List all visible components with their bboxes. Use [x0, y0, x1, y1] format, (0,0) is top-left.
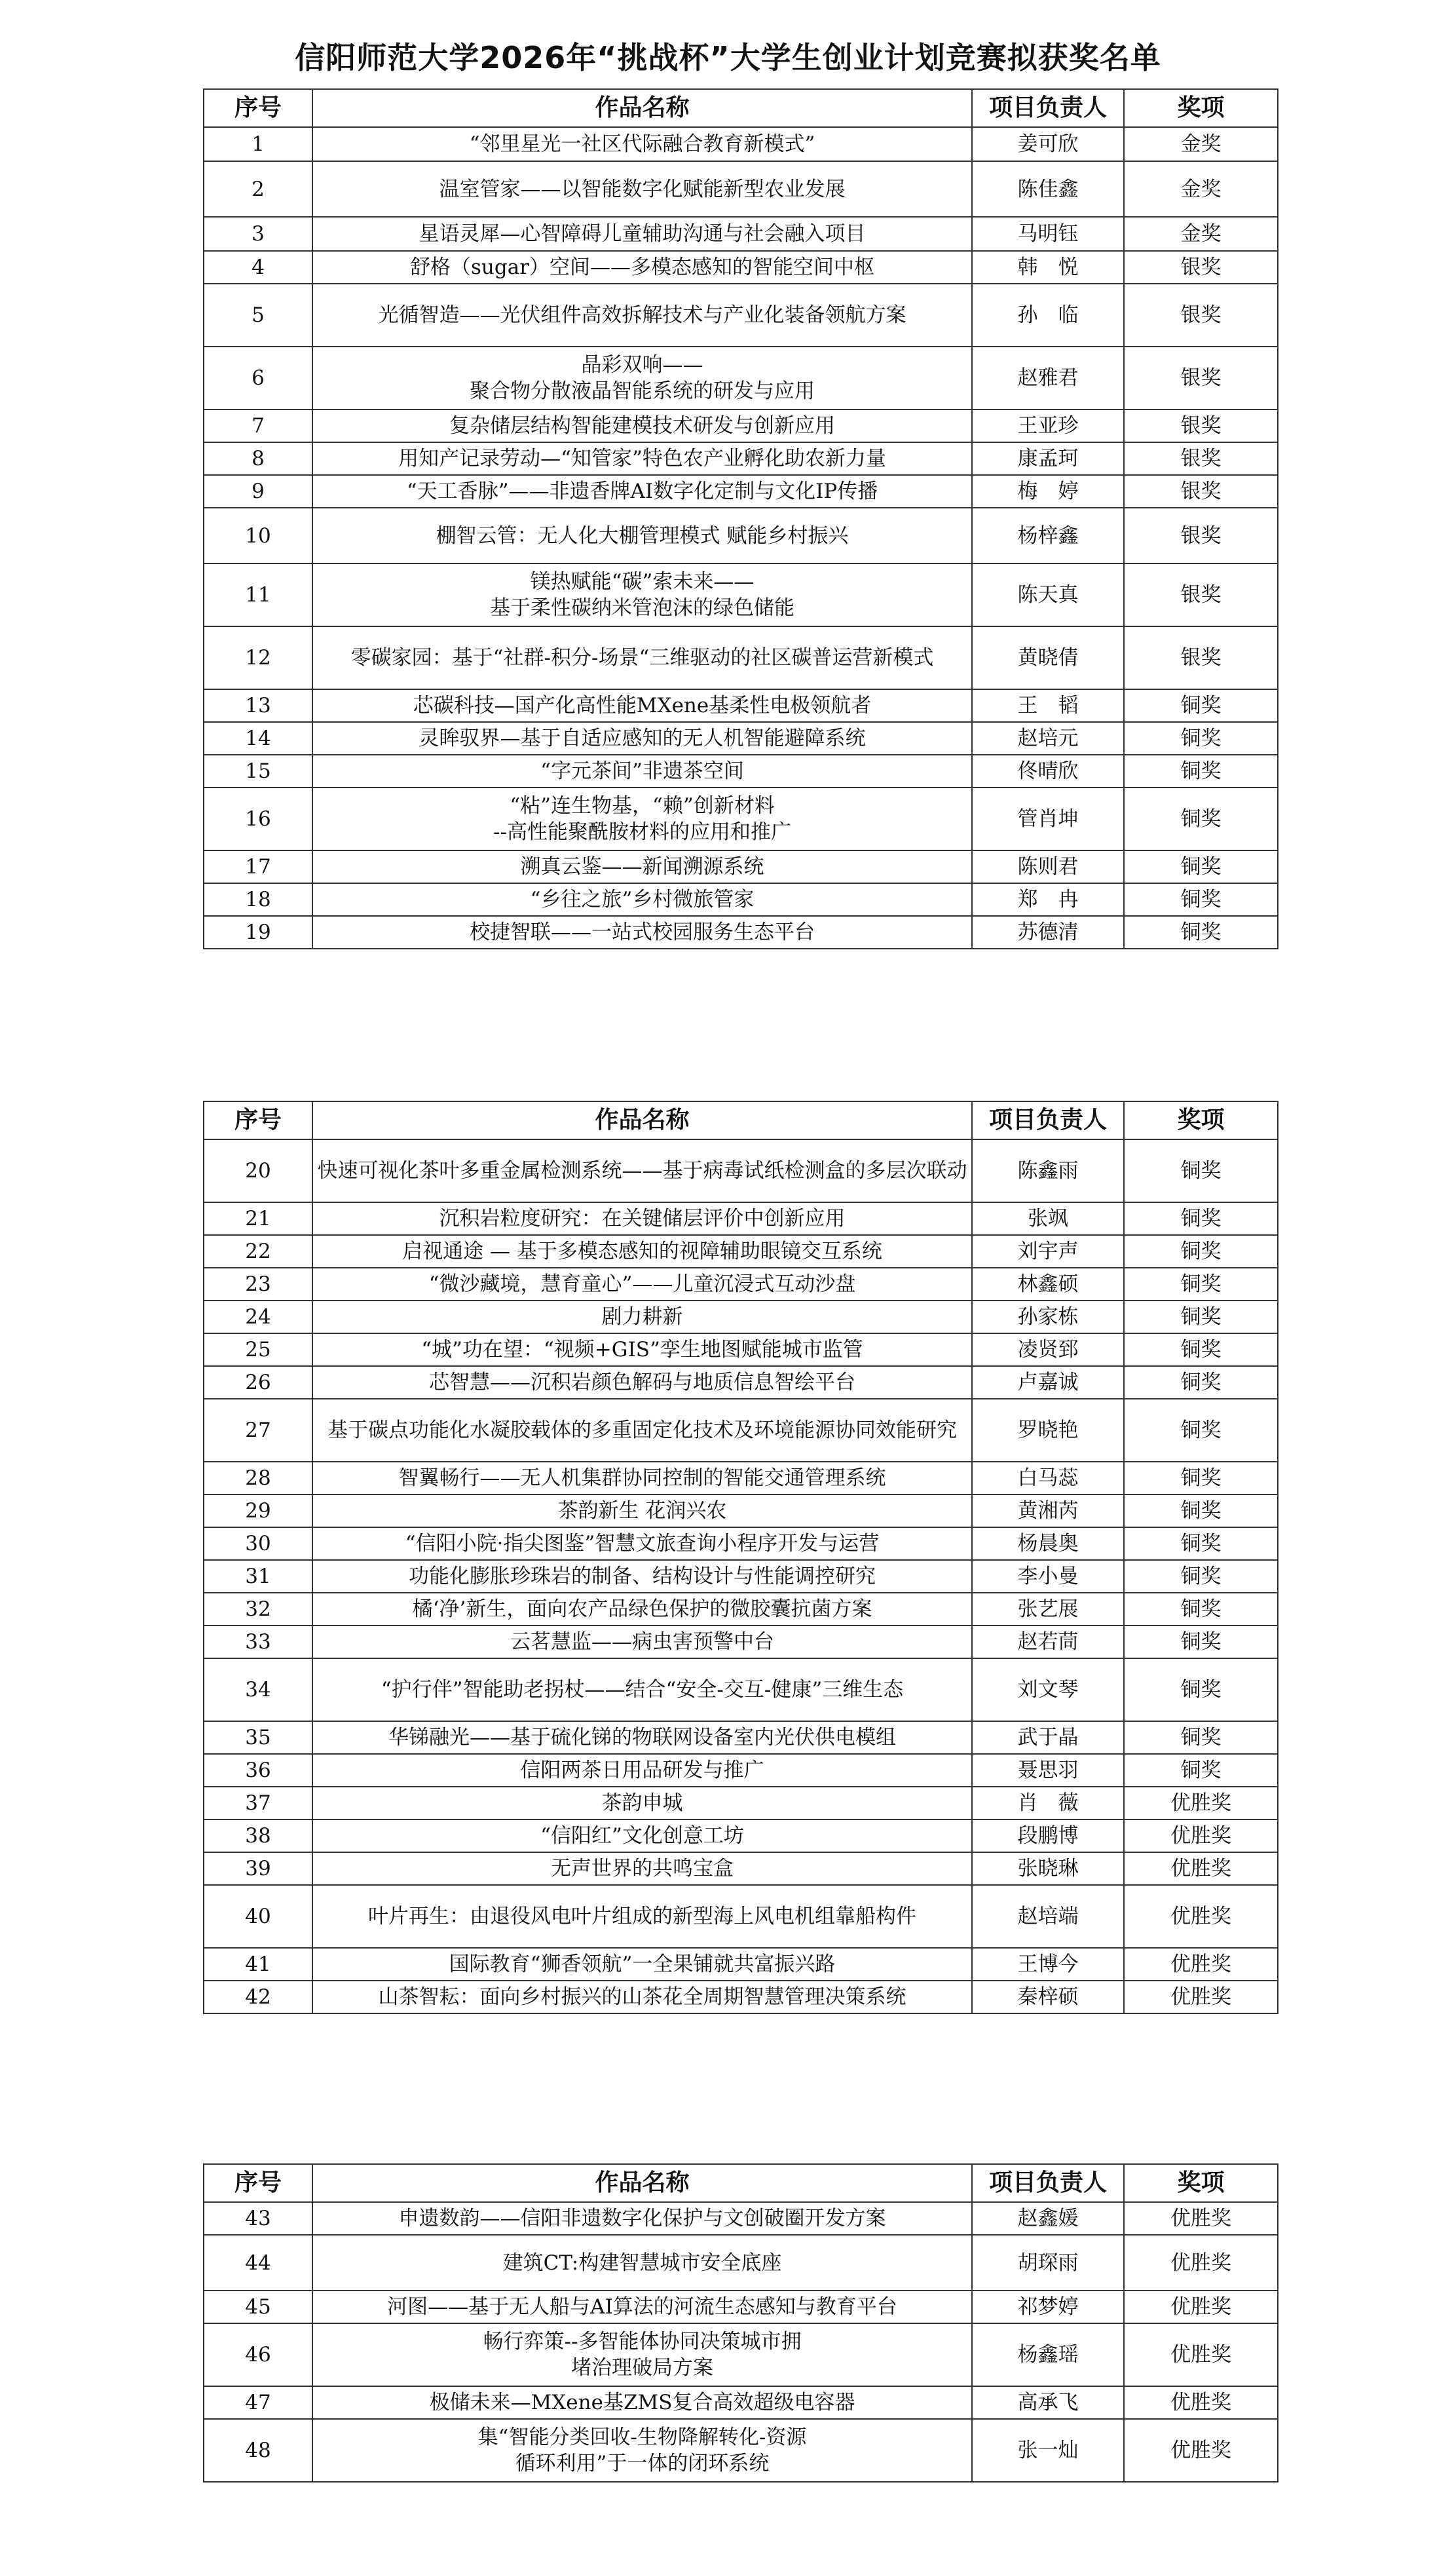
header-leader: 项目负责人 [972, 2164, 1124, 2202]
cell-no: 15 [204, 755, 312, 788]
cell-award: 银奖 [1124, 284, 1278, 347]
cell-no: 32 [204, 1593, 312, 1626]
cell-no: 48 [204, 2419, 312, 2482]
cell-leader: 王博今 [972, 1948, 1124, 1981]
cell-no: 34 [204, 1658, 312, 1721]
cell-award: 铜奖 [1124, 1494, 1278, 1527]
cell-no: 26 [204, 1366, 312, 1399]
cell-name: 星语灵犀—心智障碍儿童辅助沟通与社会融入项目 [312, 217, 972, 251]
cell-award: 银奖 [1124, 409, 1278, 442]
cell-name: 茶韵申城 [312, 1787, 972, 1819]
cell-leader: 秦梓硕 [972, 1981, 1124, 2013]
cell-award: 铜奖 [1124, 1202, 1278, 1235]
header-award: 奖项 [1124, 89, 1278, 127]
cell-name: 基于碳点功能化水凝胶载体的多重固定化技术及环境能源协同效能研究 [312, 1399, 972, 1462]
cell-leader: 赵雅君 [972, 347, 1124, 409]
table-row [204, 2386, 1278, 2419]
cell-award: 铜奖 [1124, 1560, 1278, 1593]
table-row [204, 1981, 1278, 2013]
cell-leader: 陈鑫雨 [972, 1139, 1124, 1202]
award-table-3 [203, 2163, 1279, 2483]
cell-no: 29 [204, 1494, 312, 1527]
header-name: 作品名称 [312, 2164, 972, 2202]
table-row [204, 1787, 1278, 1819]
cell-no: 6 [204, 347, 312, 409]
cell-no: 21 [204, 1202, 312, 1235]
table-row [204, 1202, 1278, 1235]
cell-award: 铜奖 [1124, 1301, 1278, 1333]
cell-no: 42 [204, 1981, 312, 2013]
cell-leader: 陈佳鑫 [972, 161, 1124, 217]
cell-leader: 孙 临 [972, 284, 1124, 347]
cell-award: 铜奖 [1124, 1462, 1278, 1494]
table-row [204, 475, 1278, 508]
cell-name: 温室管家——以智能数字化赋能新型农业发展 [312, 161, 972, 217]
cell-name: “护行伴”智能助老拐杖——结合“安全-交互-健康”三维生态 [312, 1658, 972, 1721]
cell-name: 叶片再生：由退役风电叶片组成的新型海上风电机组靠船构件 [312, 1885, 972, 1948]
cell-award: 铜奖 [1124, 689, 1278, 722]
table-row [204, 2202, 1278, 2235]
cell-no: 17 [204, 850, 312, 883]
cell-no: 2 [204, 161, 312, 217]
cell-leader: 孙家栋 [972, 1301, 1124, 1333]
cell-name: “粘”连生物基，“赖”创新材料 --高性能聚酰胺材料的应用和推广 [312, 788, 972, 850]
cell-name: “字元茶间”非遗茶空间 [312, 755, 972, 788]
table-row [204, 1819, 1278, 1852]
table-row [204, 508, 1278, 563]
cell-award: 铜奖 [1124, 788, 1278, 850]
header-award: 奖项 [1124, 1101, 1278, 1139]
table-row [204, 563, 1278, 626]
cell-leader: 杨鑫瑶 [972, 2323, 1124, 2386]
header-no: 序号 [204, 2164, 312, 2202]
cell-award: 铜奖 [1124, 1658, 1278, 1721]
cell-leader: 王亚珍 [972, 409, 1124, 442]
cell-name: 智翼畅行——无人机集群协同控制的智能交通管理系统 [312, 1462, 972, 1494]
cell-name: 申遗数韵——信阳非遗数字化保护与文创破圈开发方案 [312, 2202, 972, 2235]
table-row [204, 1754, 1278, 1787]
cell-leader: 李小曼 [972, 1560, 1124, 1593]
cell-no: 13 [204, 689, 312, 722]
cell-leader: 高承飞 [972, 2386, 1124, 2419]
header-no: 序号 [204, 1101, 312, 1139]
table-row [204, 722, 1278, 755]
cell-award: 优胜奖 [1124, 1819, 1278, 1852]
table-row [204, 1462, 1278, 1494]
table-header [204, 1101, 1278, 1139]
cell-no: 23 [204, 1268, 312, 1301]
cell-leader: 康孟珂 [972, 442, 1124, 475]
cell-leader: 陈天真 [972, 563, 1124, 626]
cell-name: “信阳小院·指尖图鉴”智慧文旅查询小程序开发与运营 [312, 1527, 972, 1560]
cell-no: 30 [204, 1527, 312, 1560]
cell-no: 5 [204, 284, 312, 347]
table-row [204, 689, 1278, 722]
cell-no: 16 [204, 788, 312, 850]
award-table-1 [203, 88, 1279, 949]
cell-no: 9 [204, 475, 312, 508]
cell-leader: 肖 薇 [972, 1787, 1124, 1819]
table-row [204, 347, 1278, 409]
table-row [204, 284, 1278, 347]
cell-leader: 管肖坤 [972, 788, 1124, 850]
table-row [204, 1301, 1278, 1333]
cell-no: 10 [204, 508, 312, 563]
cell-name: 棚智云管：无人化大棚管理模式 赋能乡村振兴 [312, 508, 972, 563]
cell-leader: 赵培元 [972, 722, 1124, 755]
cell-leader: 凌贤郅 [972, 1333, 1124, 1366]
table-row [204, 1366, 1278, 1399]
cell-no: 24 [204, 1301, 312, 1333]
table-row [204, 409, 1278, 442]
cell-leader: 黄晓倩 [972, 626, 1124, 689]
cell-name: 镁热赋能“碳”索未来—— 基于柔性碳纳米管泡沫的绿色储能 [312, 563, 972, 626]
cell-leader: 张飒 [972, 1202, 1124, 1235]
cell-name: 山茶智耘：面向乡村振兴的山茶花全周期智慧管理决策系统 [312, 1981, 972, 2013]
cell-no: 43 [204, 2202, 312, 2235]
table-body [204, 2202, 1278, 2482]
header-leader: 项目负责人 [972, 89, 1124, 127]
cell-award: 银奖 [1124, 475, 1278, 508]
cell-no: 4 [204, 251, 312, 284]
cell-leader: 刘宇声 [972, 1235, 1124, 1268]
cell-leader: 梅 婷 [972, 475, 1124, 508]
cell-award: 铜奖 [1124, 1754, 1278, 1787]
table-row [204, 442, 1278, 475]
table-row [204, 1948, 1278, 1981]
cell-award: 优胜奖 [1124, 1852, 1278, 1885]
cell-award: 金奖 [1124, 127, 1278, 161]
table-row [204, 1494, 1278, 1527]
table-row [204, 2419, 1278, 2482]
cell-name: 芯碳科技—国产化高性能MXene基柔性电极领航者 [312, 689, 972, 722]
cell-leader: 郑 冉 [972, 883, 1124, 916]
cell-award: 铜奖 [1124, 883, 1278, 916]
table-row [204, 251, 1278, 284]
cell-no: 20 [204, 1139, 312, 1202]
cell-name: 芯智慧——沉积岩颜色解码与地质信息智绘平台 [312, 1366, 972, 1399]
cell-leader: 胡琛雨 [972, 2235, 1124, 2291]
cell-name: 畅行弈策--多智能体协同决策城市拥 堵治理破局方案 [312, 2323, 972, 2386]
cell-leader: 张晓琳 [972, 1852, 1124, 1885]
cell-name: “邻里星光一社区代际融合教育新模式” [312, 127, 972, 161]
table-row [204, 2235, 1278, 2291]
cell-no: 44 [204, 2235, 312, 2291]
cell-award: 铜奖 [1124, 1721, 1278, 1754]
cell-name: 国际教育“狮香领航”一全果铺就共富振兴路 [312, 1948, 972, 1981]
cell-award: 铜奖 [1124, 1593, 1278, 1626]
cell-no: 31 [204, 1560, 312, 1593]
cell-no: 27 [204, 1399, 312, 1462]
table-row [204, 916, 1278, 949]
cell-no: 14 [204, 722, 312, 755]
cell-no: 28 [204, 1462, 312, 1494]
table-row [204, 1139, 1278, 1202]
table-row [204, 1721, 1278, 1754]
table-row [204, 788, 1278, 850]
table-row [204, 1593, 1278, 1626]
cell-no: 37 [204, 1787, 312, 1819]
header-award: 奖项 [1124, 2164, 1278, 2202]
cell-leader: 杨梓鑫 [972, 508, 1124, 563]
cell-no: 33 [204, 1626, 312, 1658]
cell-no: 35 [204, 1721, 312, 1754]
header-name: 作品名称 [312, 1101, 972, 1139]
table-row [204, 1235, 1278, 1268]
cell-award: 铜奖 [1124, 1399, 1278, 1462]
cell-leader: 卢嘉诚 [972, 1366, 1124, 1399]
cell-award: 铜奖 [1124, 1235, 1278, 1268]
cell-no: 3 [204, 217, 312, 251]
cell-leader: 马明钰 [972, 217, 1124, 251]
cell-no: 22 [204, 1235, 312, 1268]
cell-no: 40 [204, 1885, 312, 1948]
cell-name: 功能化膨胀珍珠岩的制备、结构设计与性能调控研究 [312, 1560, 972, 1593]
cell-award: 优胜奖 [1124, 2291, 1278, 2323]
cell-no: 36 [204, 1754, 312, 1787]
cell-leader: 林鑫硕 [972, 1268, 1124, 1301]
cell-name: 复杂储层结构智能建模技术研发与创新应用 [312, 409, 972, 442]
cell-award: 铜奖 [1124, 1333, 1278, 1366]
table-body [204, 1139, 1278, 2013]
table-row [204, 217, 1278, 251]
cell-name: “城”功在望：“视频+GIS”孪生地图赋能城市监管 [312, 1333, 972, 1366]
cell-name: 橘‘净’新生，面向农产品绿色保护的微胶囊抗菌方案 [312, 1593, 972, 1626]
cell-award: 优胜奖 [1124, 2419, 1278, 2482]
header-leader: 项目负责人 [972, 1101, 1124, 1139]
table-row [204, 1560, 1278, 1593]
cell-no: 39 [204, 1852, 312, 1885]
cell-name: 集“智能分类回收-生物降解转化-资源 循环利用”于一体的闭环系统 [312, 2419, 972, 2482]
cell-leader: 张一灿 [972, 2419, 1124, 2482]
cell-no: 7 [204, 409, 312, 442]
cell-no: 25 [204, 1333, 312, 1366]
cell-name: “天工香脉”——非遗香牌AI数字化定制与文化IP传播 [312, 475, 972, 508]
cell-award: 铜奖 [1124, 755, 1278, 788]
cell-leader: 段鹏博 [972, 1819, 1124, 1852]
cell-leader: 黄湘芮 [972, 1494, 1124, 1527]
cell-leader: 王 韬 [972, 689, 1124, 722]
cell-name: “信阳红”文化创意工坊 [312, 1819, 972, 1852]
cell-leader: 陈则君 [972, 850, 1124, 883]
cell-leader: 苏德清 [972, 916, 1124, 949]
cell-name: 河图——基于无人船与AI算法的河流生态感知与教育平台 [312, 2291, 972, 2323]
cell-award: 铜奖 [1124, 1268, 1278, 1301]
cell-name: 信阳两茶日用品研发与推广 [312, 1754, 972, 1787]
cell-name: 云茗慧监——病虫害预警中台 [312, 1626, 972, 1658]
table-row [204, 1885, 1278, 1948]
cell-award: 优胜奖 [1124, 2202, 1278, 2235]
cell-award: 铜奖 [1124, 722, 1278, 755]
cell-name: 华锑融光——基于硫化锑的物联网设备室内光伏供电模组 [312, 1721, 972, 1754]
cell-award: 铜奖 [1124, 1626, 1278, 1658]
cell-name: 校捷智联——一站式校园服务生态平台 [312, 916, 972, 949]
award-table-2 [203, 1101, 1279, 2014]
table-row [204, 1626, 1278, 1658]
table-row [204, 626, 1278, 689]
cell-no: 18 [204, 883, 312, 916]
cell-award: 银奖 [1124, 626, 1278, 689]
cell-no: 38 [204, 1819, 312, 1852]
cell-award: 铜奖 [1124, 916, 1278, 949]
cell-no: 47 [204, 2386, 312, 2419]
table-header [204, 89, 1278, 127]
header-no: 序号 [204, 89, 312, 127]
cell-award: 银奖 [1124, 563, 1278, 626]
cell-leader: 韩 悦 [972, 251, 1124, 284]
cell-award: 铜奖 [1124, 1139, 1278, 1202]
table-body [204, 127, 1278, 949]
cell-award: 银奖 [1124, 251, 1278, 284]
cell-no: 41 [204, 1948, 312, 1981]
cell-name: 茶韵新生 花润兴农 [312, 1494, 972, 1527]
cell-leader: 白马蕊 [972, 1462, 1124, 1494]
table-row [204, 1399, 1278, 1462]
cell-name: 溯真云鉴——新闻溯源系统 [312, 850, 972, 883]
cell-name: 零碳家园：基于“社群-积分-场景“三维驱动的社区碳普运营新模式 [312, 626, 972, 689]
table-row [204, 1527, 1278, 1560]
cell-name: “乡往之旅”乡村微旅管家 [312, 883, 972, 916]
table-header [204, 2164, 1278, 2202]
cell-award: 铜奖 [1124, 850, 1278, 883]
cell-award: 优胜奖 [1124, 2323, 1278, 2386]
cell-no: 11 [204, 563, 312, 626]
cell-leader: 赵若茼 [972, 1626, 1124, 1658]
table-row [204, 1658, 1278, 1721]
cell-leader: 聂思羽 [972, 1754, 1124, 1787]
cell-award: 优胜奖 [1124, 1885, 1278, 1948]
cell-no: 46 [204, 2323, 312, 2386]
cell-leader: 赵鑫媛 [972, 2202, 1124, 2235]
header-name: 作品名称 [312, 89, 972, 127]
cell-name: 极储未来—MXene基ZMS复合高效超级电容器 [312, 2386, 972, 2419]
cell-leader: 罗晓艳 [972, 1399, 1124, 1462]
cell-leader: 杨晨奥 [972, 1527, 1124, 1560]
table-row [204, 1333, 1278, 1366]
table-row [204, 127, 1278, 161]
cell-leader: 武于晶 [972, 1721, 1124, 1754]
cell-leader: 张艺展 [972, 1593, 1124, 1626]
cell-leader: 姜可欣 [972, 127, 1124, 161]
cell-name: 光循智造——光伏组件高效拆解技术与产业化装备领航方案 [312, 284, 972, 347]
cell-name: 沉积岩粒度研究：在关键储层评价中创新应用 [312, 1202, 972, 1235]
table-row [204, 883, 1278, 916]
table-row [204, 755, 1278, 788]
cell-award: 优胜奖 [1124, 2386, 1278, 2419]
cell-no: 1 [204, 127, 312, 161]
table-row [204, 2323, 1278, 2386]
cell-name: 灵眸驭界—基于自适应感知的无人机智能避障系统 [312, 722, 972, 755]
cell-award: 银奖 [1124, 442, 1278, 475]
cell-award: 优胜奖 [1124, 1787, 1278, 1819]
cell-name: 用知产记录劳动—“知管家”特色农产业孵化助农新力量 [312, 442, 972, 475]
cell-no: 45 [204, 2291, 312, 2323]
cell-leader: 佟晴欣 [972, 755, 1124, 788]
cell-leader: 祁梦婷 [972, 2291, 1124, 2323]
page-title: 信阳师范大学2026年“挑战杯”大学生创业计划竞赛拟获奖名单 [295, 40, 1161, 75]
cell-award: 铜奖 [1124, 1366, 1278, 1399]
cell-name: “微沙藏境，慧育童心”——儿童沉浸式互动沙盘 [312, 1268, 972, 1301]
table-row [204, 850, 1278, 883]
table-row [204, 2291, 1278, 2323]
table-row [204, 161, 1278, 217]
cell-name: 快速可视化茶叶多重金属检测系统——基于病毒试纸检测盒的多层次联动 [312, 1139, 972, 1202]
table-row [204, 1852, 1278, 1885]
cell-name: 启视通途 — 基于多模态感知的视障辅助眼镜交互系统 [312, 1235, 972, 1268]
cell-name: 剧力耕新 [312, 1301, 972, 1333]
cell-award: 银奖 [1124, 508, 1278, 563]
cell-no: 19 [204, 916, 312, 949]
cell-award: 铜奖 [1124, 1527, 1278, 1560]
cell-award: 优胜奖 [1124, 1948, 1278, 1981]
cell-award: 优胜奖 [1124, 1981, 1278, 2013]
cell-name: 建筑CT:构建智慧城市安全底座 [312, 2235, 972, 2291]
table-row [204, 1268, 1278, 1301]
cell-name: 无声世界的共鸣宝盒 [312, 1852, 972, 1885]
cell-no: 8 [204, 442, 312, 475]
cell-award: 金奖 [1124, 217, 1278, 251]
cell-no: 12 [204, 626, 312, 689]
cell-award: 金奖 [1124, 161, 1278, 217]
cell-name: 舒格（sugar）空间——多模态感知的智能空间中枢 [312, 251, 972, 284]
cell-leader: 刘文琴 [972, 1658, 1124, 1721]
cell-award: 银奖 [1124, 347, 1278, 409]
cell-name: 晶彩双响—— 聚合物分散液晶智能系统的研发与应用 [312, 347, 972, 409]
cell-award: 优胜奖 [1124, 2235, 1278, 2291]
cell-leader: 赵培端 [972, 1885, 1124, 1948]
